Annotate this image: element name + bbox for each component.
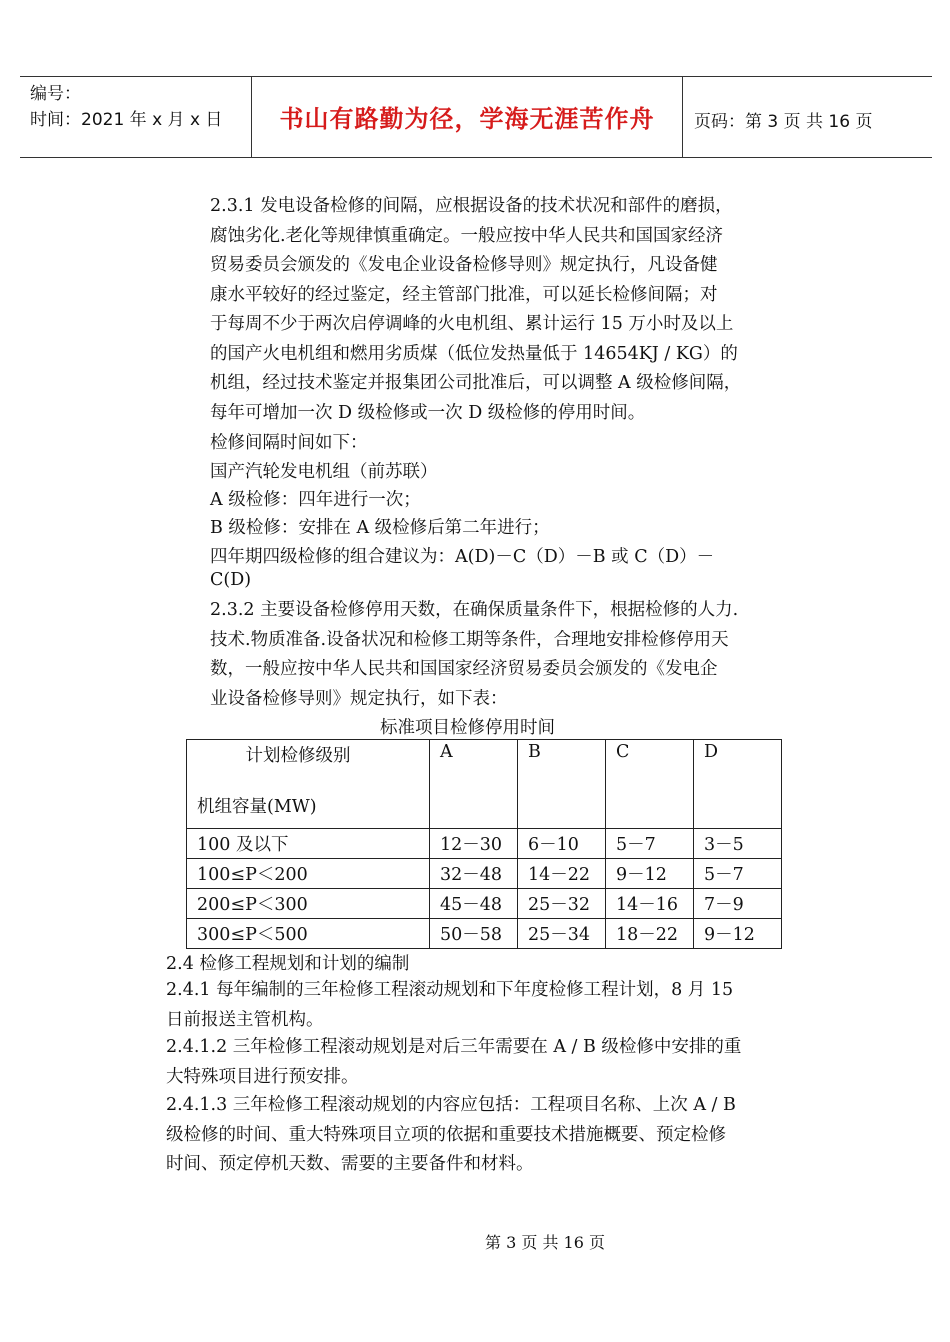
paragraph-2-4-1 [166, 976, 796, 1035]
days-cell: 9－12 [694, 919, 782, 949]
text-line: 数，一般应按中华人民共和国国家经济贸易委员会颁发的《发电企 [210, 659, 718, 679]
section-2-4-heading: 2.4 检修工程规划和计划的编制 [166, 954, 410, 974]
days-cell: 5－7 [606, 829, 694, 859]
doc-time: 时间：2021 年 x 月 x 日 [30, 110, 223, 130]
level-col-header: C [606, 740, 694, 829]
level-col-header: B [518, 740, 606, 829]
text-line: 时间、预定停机天数、需要的主要备件和材料。 [166, 1154, 534, 1174]
days-cell: 32－48 [430, 859, 518, 889]
header-meta [30, 81, 222, 133]
days-cell: 25－32 [518, 889, 606, 919]
text-line: 2.4.1.3 三年检修工程滚动规划的内容应包括：工程项目名称、上次 A / B [166, 1095, 736, 1115]
days-cell: 50－58 [430, 919, 518, 949]
interval-title: 检修间隔时间如下： [210, 433, 368, 453]
text-line: 的国产火电机组和燃用劣质煤（低位发热量低于 14654KJ / KG）的 [210, 343, 738, 364]
header-divider [682, 77, 683, 157]
interval-unit: 国产汽轮发电机组（前苏联） [210, 462, 438, 482]
days-cell: 45－48 [430, 889, 518, 919]
table-row [187, 859, 782, 889]
days-cell: 14－16 [606, 889, 694, 919]
paragraph-2-4-1-3 [166, 1091, 796, 1180]
text-line: 每年可增加一次 D 级检修或一次 D 级检修的停用时间。 [210, 402, 646, 423]
table-header-row [187, 740, 782, 829]
text-line: 机组，经过技术鉴定并报集团公司批准后，可以调整 A 级检修间隔， [210, 373, 742, 393]
table-row [187, 919, 782, 949]
text-line: 2.4.1 每年编制的三年检修工程滚动规划和下年度检修工程计划，8 月 15 [166, 980, 734, 1000]
interval-combo-cont: C(D) [210, 570, 252, 590]
level-col-header: A [430, 740, 518, 829]
text-line: 贸易委员会颁发的《发电企业设备检修导则》规定执行，凡设备健 [210, 255, 718, 275]
paragraph-2-4-1-2 [166, 1033, 796, 1092]
header-motto: 书山有路勤为径，学海无涯苦作舟 [279, 105, 655, 133]
page-header [20, 76, 932, 158]
days-cell: 5－7 [694, 859, 782, 889]
text-line: 2.3.1 发电设备检修的间隔，应根据设备的技术状况和部件的磨损， [210, 196, 733, 216]
days-cell: 3－5 [694, 829, 782, 859]
paragraph-2-3-1 [210, 192, 796, 428]
days-cell: 6－10 [518, 829, 606, 859]
text-line: 大特殊项目进行预安排。 [166, 1066, 359, 1087]
capacity-cell: 100≤P＜200 [187, 859, 430, 889]
text-line: 2.3.2 主要设备检修停用天数，在确保质量条件下，根据检修的人力. [210, 600, 739, 620]
text-line: 业设备检修导则》规定执行，如下表： [210, 688, 508, 709]
text-line: 级检修的时间、重大特殊项目立项的依据和重要技术措施概要、预定检修 [166, 1124, 726, 1145]
days-cell: 7－9 [694, 889, 782, 919]
capacity-cell: 300≤P＜500 [187, 919, 430, 949]
overhaul-days-table [186, 739, 782, 949]
text-line: 康水平较好的经过鉴定，经主管部门批准，可以延长检修间隔；对 [210, 284, 718, 305]
paragraph-2-3-2 [210, 596, 796, 714]
text-line: 腐蚀劣化.老化等规律慎重确定。一般应按中华人民共和国国家经济 [210, 225, 724, 246]
page-footer: 第 3 页 共 16 页 [485, 1233, 605, 1252]
capacity-header: 机组容量(MW) [197, 797, 317, 817]
level-header: 计划检修级别 [245, 746, 351, 766]
text-line: 于每周不少于两次启停调峰的火电机组、累计运行 15 万小时及以上 [210, 314, 734, 334]
level-col-header: D [694, 740, 782, 829]
interval-a-level: A 级检修：四年进行一次； [210, 490, 421, 510]
table-corner-header [187, 740, 430, 829]
doc-number-label: 编号： [30, 84, 81, 104]
days-cell: 12－30 [430, 829, 518, 859]
capacity-cell: 100 及以下 [187, 829, 430, 859]
header-page-info: 页码：第 3 页 共 16 页 [694, 112, 873, 132]
days-cell: 9－12 [606, 859, 694, 889]
text-line: 技术.物质准备.设备状况和检修工期等条件，合理地安排检修停用天 [210, 629, 729, 650]
interval-b-level: B 级检修：安排在 A 级检修后第二年进行； [210, 518, 550, 538]
table-row [187, 889, 782, 919]
table-row [187, 829, 782, 859]
capacity-cell: 200≤P＜300 [187, 889, 430, 919]
table-caption: 标准项目检修停用时间 [380, 718, 555, 738]
text-line: 2.4.1.2 三年检修工程滚动规划是对后三年需要在 A / B 级检修中安排的重 [166, 1037, 742, 1057]
days-cell: 14－22 [518, 859, 606, 889]
days-cell: 18－22 [606, 919, 694, 949]
text-line: 日前报送主管机构。 [166, 1009, 324, 1030]
interval-combo: 四年期四级检修的组合建议为：A(D)－C（D）－B 或 C（D）－ [210, 547, 715, 567]
days-cell: 25－34 [518, 919, 606, 949]
